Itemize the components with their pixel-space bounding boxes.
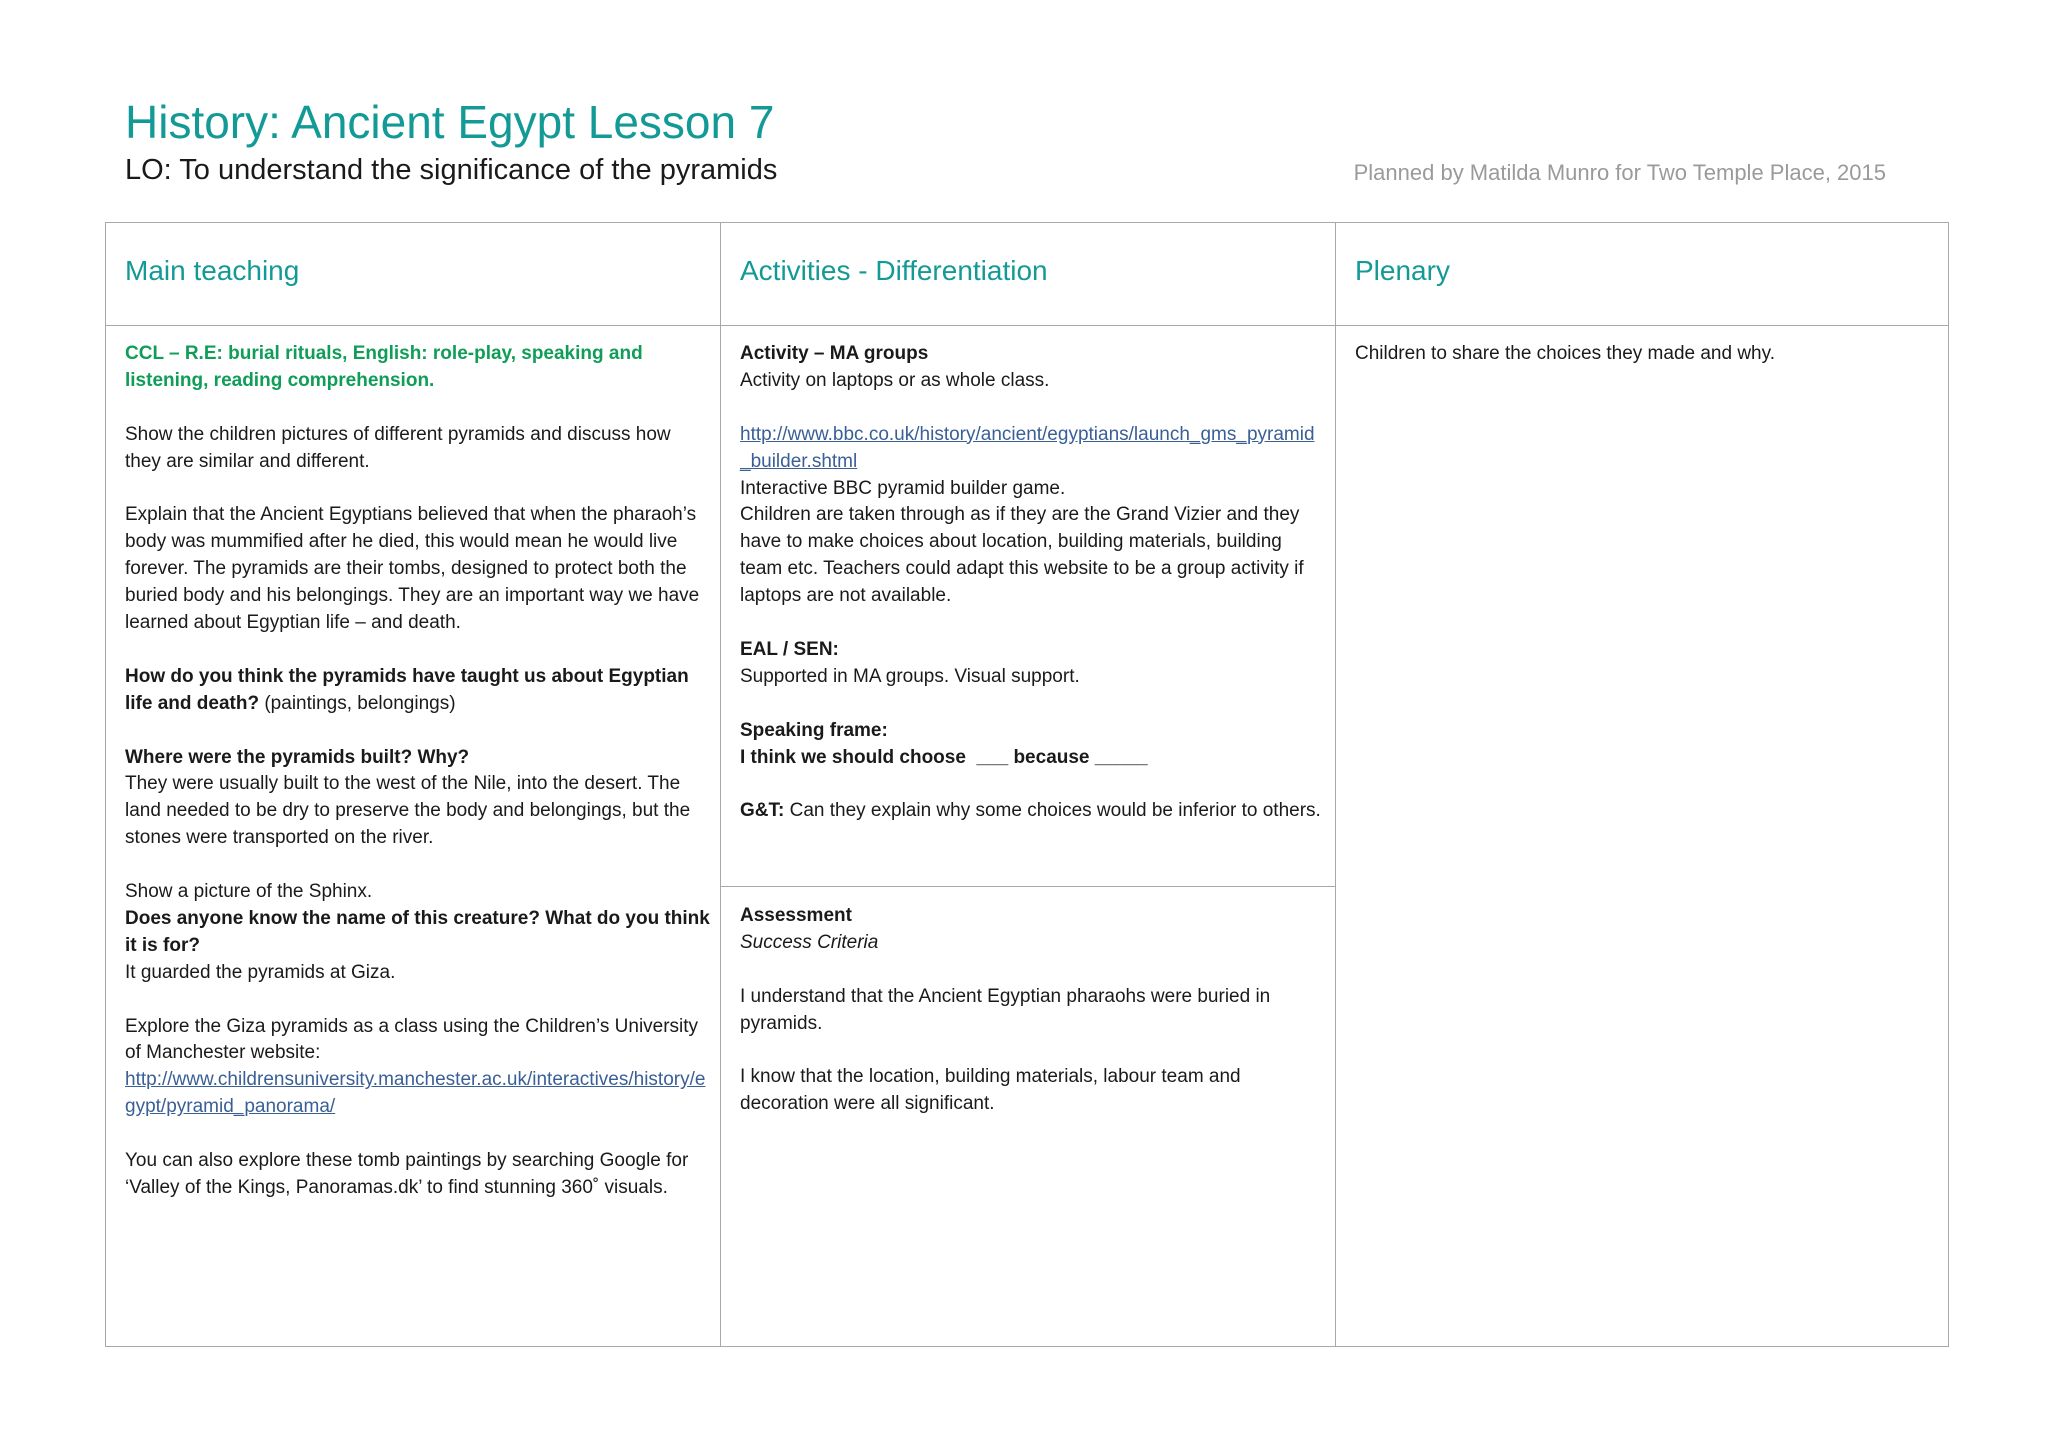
- gt-text: Can they explain why some choices would be inferior to others.: [784, 800, 1321, 822]
- main-teaching-content: [125, 341, 710, 1202]
- question-life-death-note: (paintings, belongings): [259, 692, 456, 714]
- plenary-content: [1355, 341, 1935, 368]
- eal-sen-text: Supported in MA groups. Visual support.: [740, 665, 1080, 687]
- assessment-header-block: [740, 903, 1325, 957]
- main-teaching-heading: Main teaching: [125, 255, 300, 286]
- ccl-links: CCL – R.E: burial rituals, English: role-play, speaking and listening, reading comprehension.: [125, 343, 643, 391]
- activity-heading: Activity – MA groups: [740, 343, 929, 364]
- criterion-pharaohs: I understand that the Ancient Egyptian pharaohs were buried in pyramids.: [740, 985, 1271, 1034]
- header-row-divider: [106, 325, 1948, 326]
- assessment-content: [740, 903, 1325, 1118]
- column-divider: [720, 223, 721, 1346]
- speaking-frame-sentence: I think we should choose ___ because _____: [740, 746, 1148, 768]
- eal-sen-heading: EAL / SEN:: [740, 638, 839, 660]
- intro-paragraph: Show the children pictures of different pyramids and discuss how they are similar and different.: [125, 423, 671, 472]
- eal-sen-section: [740, 637, 1325, 691]
- speaking-frame-heading: Speaking frame:: [740, 719, 888, 741]
- explore-section: [125, 1014, 710, 1122]
- assessment-heading: Assessment: [740, 905, 852, 926]
- learning-objective: LO: To understand the significance of the pyramids: [125, 154, 778, 186]
- lesson-plan-table: [105, 222, 1949, 1347]
- success-criteria-label: Success Criteria: [740, 931, 879, 953]
- childrens-university-link[interactable]: http://www.childrensuniversity.manchester.ac.uk/interactives/history/egypt/pyramid_panorama/: [125, 1069, 706, 1118]
- planned-by-credit: Planned by Matilda Munro for Two Temple Place, 2015: [1353, 160, 1886, 185]
- lesson-title: History: Ancient Egypt Lesson 7: [125, 96, 775, 148]
- sphinx-section: [125, 879, 710, 987]
- question-life-death-bold: How do you think the pyramids have taught us about Egyptian life and death?: [125, 665, 689, 714]
- bbc-section: [740, 422, 1325, 610]
- grand-vizier-description: Children are taken through as if they are the Grand Vizier and they have to make choices about location, building materials, building team etc. Teachers could adapt this website to be a group activity if laptops are not available.: [740, 504, 1304, 607]
- sphinx-answer: It guarded the pyramids at Giza.: [125, 961, 396, 983]
- speaking-frame-section: [740, 718, 1325, 772]
- column-divider: [1335, 223, 1336, 1346]
- question-location-bold: Where were the pyramids built? Why?: [125, 746, 470, 768]
- tomb-paintings-paragraph: You can also explore these tomb paintings by searching Google for ‘Valley of the Kings, Panoramas.dk’ to find stunning 360˚ visuals.: [125, 1150, 689, 1198]
- gt-label: G&T:: [740, 800, 785, 822]
- gifted-talented-section: [740, 798, 1325, 825]
- assessment-divider: [720, 886, 1335, 887]
- question-location: [125, 745, 710, 853]
- activity-subtext: Activity on laptops or as whole class.: [740, 369, 1050, 391]
- activities-content: [740, 341, 1325, 825]
- criterion-significance: I know that the location, building materials, labour team and decoration were all significant.: [740, 1066, 1241, 1115]
- bbc-pyramid-builder-link[interactable]: http://www.bbc.co.uk/history/ancient/egyptians/launch_gms_pyramid_builder.shtml: [740, 423, 1315, 472]
- question-life-death: [125, 664, 710, 718]
- sphinx-question: Does anyone know the name of this creature? What do you think it is for?: [125, 907, 710, 956]
- plenary-text: Children to share the choices they made and why.: [1355, 343, 1775, 364]
- bbc-game-description: Interactive BBC pyramid builder game.: [740, 477, 1066, 499]
- activities-heading: Activities - Differentiation: [740, 255, 1048, 286]
- sphinx-intro: Show a picture of the Sphinx.: [125, 881, 373, 903]
- plenary-heading: Plenary: [1355, 255, 1450, 286]
- question-location-answer: They were usually built to the west of the Nile, into the desert. The land needed to be dry to preserve the body and belongings, but the stones were transported on the river.: [125, 773, 691, 849]
- explanation-paragraph: Explain that the Ancient Egyptians believed that when the pharaoh’s body was mummified after he died, this would mean he would live forever. The pyramids are their tombs, designed to protect both the buried body and his belongings. They are an important way we have learned about Egyptian life – and death.: [125, 504, 700, 634]
- activity-section: [740, 341, 1325, 395]
- explore-text: Explore the Giza pyramids as a class using the Children’s University of Manchester website:: [125, 1015, 699, 1064]
